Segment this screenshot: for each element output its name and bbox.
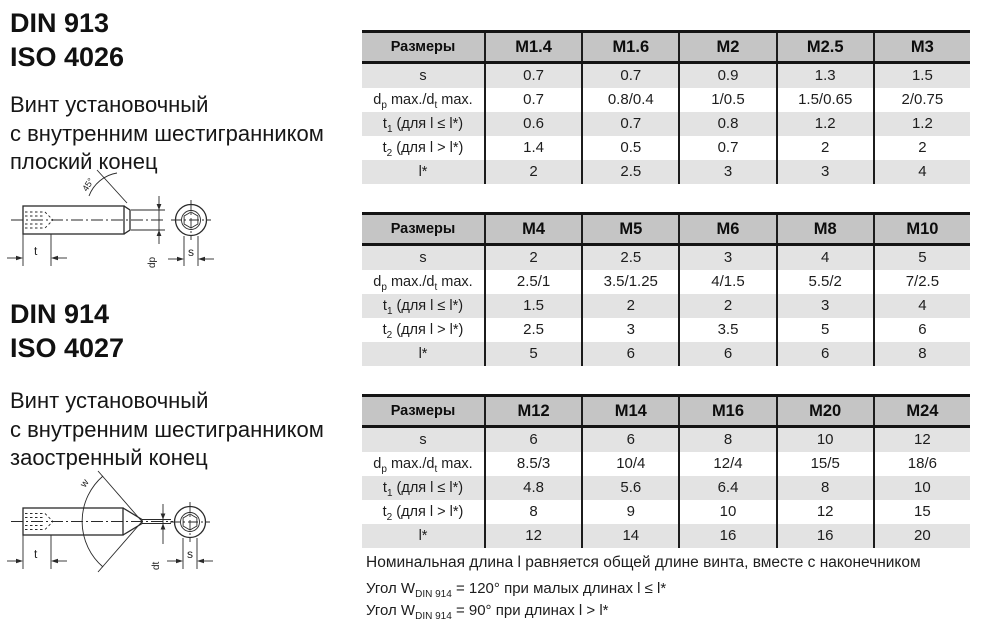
note-angle-90: Угол $W_{DIN 914} = 90^\circ$ при длинах l > l* [366, 602, 609, 622]
value-cell: 0.7 [484, 88, 581, 112]
value-cell: 5 [873, 246, 970, 270]
table-row [362, 524, 970, 548]
value-cell: 8 [484, 500, 581, 524]
value-cell: 15 [873, 500, 970, 524]
value-cell: 7/2.5 [873, 270, 970, 294]
value-cell: 5.5/2 [776, 270, 873, 294]
row-label: $d_p$ $\max./d_t$ max. [373, 92, 473, 111]
value-cell: 3 [581, 318, 678, 342]
point-diameter-dim-label: dp [147, 256, 158, 268]
table-row [362, 64, 970, 88]
dimension-table-m1.4-m3 [362, 30, 970, 184]
value-cell: 10 [776, 428, 873, 452]
value-cell: 9 [581, 500, 678, 524]
value-cell: 20 [873, 524, 970, 548]
value-cell: 4 [776, 246, 873, 270]
value-cell: 0.7 [581, 112, 678, 136]
table-row [362, 476, 970, 500]
iso-number: ISO 4027 [10, 333, 125, 363]
value-cell: 6 [581, 342, 678, 366]
table-row [362, 160, 970, 184]
value-cell: 14 [581, 524, 678, 548]
value-cell: 0.6 [484, 112, 581, 136]
table-corner-header: Размеры [390, 403, 456, 419]
description-line: с внутренним шестигранником [10, 416, 324, 442]
table-header-row [362, 30, 970, 64]
value-cell: 12/4 [678, 452, 775, 476]
value-cell: 2 [484, 160, 581, 184]
column-header: M10 [873, 215, 970, 243]
value-cell: 2 [484, 246, 581, 270]
flat-point-screw-drawing [3, 166, 243, 278]
value-cell: 6 [484, 428, 581, 452]
value-cell: 2.5 [581, 246, 678, 270]
row-label: $d_p$ $\max./d_t$ max. [373, 274, 473, 293]
table-corner-header: Размеры [390, 39, 456, 55]
value-cell: 3.5 [678, 318, 775, 342]
point-angle-label: w [78, 477, 92, 490]
value-cell: 6 [776, 342, 873, 366]
value-cell: 18/6 [873, 452, 970, 476]
value-cell: 2/0.75 [873, 88, 970, 112]
value-cell: 4/1.5 [678, 270, 775, 294]
value-cell: 6 [873, 318, 970, 342]
column-header: M4 [484, 215, 581, 243]
row-label: $t_2$ (для l > l*) [382, 504, 464, 523]
row-label: l* [418, 164, 428, 180]
description-line: плоский конец [10, 149, 158, 174]
value-cell: 1.5/0.65 [776, 88, 873, 112]
value-cell: 3 [678, 246, 775, 270]
din-number: DIN 913 [10, 8, 110, 38]
note-nominal-length: Номинальная длина l равняется общей длине винта, вместе с наконечником [366, 554, 921, 571]
value-cell: 6 [678, 342, 775, 366]
iso-number: ISO 4026 [10, 42, 125, 72]
value-cell: 3 [776, 160, 873, 184]
value-cell: 0.5 [581, 136, 678, 160]
value-cell: 4.8 [484, 476, 581, 500]
row-label: l* [418, 346, 428, 362]
column-header: M20 [776, 397, 873, 425]
standard-heading-din913 [10, 6, 124, 74]
value-cell: 1.3 [776, 64, 873, 88]
chamfer-angle-label: 45° [80, 176, 96, 194]
value-cell: 12 [776, 500, 873, 524]
cone-point-screw-drawing [3, 464, 248, 584]
table-row [362, 342, 970, 366]
value-cell: 0.7 [678, 136, 775, 160]
value-cell: 10/4 [581, 452, 678, 476]
value-cell: 2.5/1 [484, 270, 581, 294]
row-label: s [419, 250, 427, 266]
value-cell: 5 [484, 342, 581, 366]
table-corner-header: Размеры [390, 221, 456, 237]
value-cell: 1.2 [873, 112, 970, 136]
column-header: M8 [776, 215, 873, 243]
row-label: $t_1$ (для l ≤ l*) [382, 116, 464, 135]
row-label: $t_1$ (для l ≤ l*) [382, 480, 464, 499]
value-cell: 2 [678, 294, 775, 318]
value-cell: 1.2 [776, 112, 873, 136]
value-cell: 1/0.5 [678, 88, 775, 112]
value-cell: 2.5 [484, 318, 581, 342]
column-header: M2.5 [776, 33, 873, 61]
value-cell: 6 [581, 428, 678, 452]
value-cell: 16 [678, 524, 775, 548]
screw-description-flat [10, 91, 324, 177]
value-cell: 0.9 [678, 64, 775, 88]
value-cell: 5.6 [581, 476, 678, 500]
value-cell: 8 [873, 342, 970, 366]
row-label: $t_2$ (для l > l*) [382, 322, 464, 341]
value-cell: 1.4 [484, 136, 581, 160]
value-cell: 2 [776, 136, 873, 160]
value-cell: 0.8/0.4 [581, 88, 678, 112]
dimension-table-m12-m24 [362, 394, 970, 548]
value-cell: 0.8 [678, 112, 775, 136]
value-cell: 1.5 [484, 294, 581, 318]
value-cell: 12 [484, 524, 581, 548]
table-row [362, 246, 970, 270]
description-line: с внутренним шестигранником [10, 120, 324, 146]
value-cell: 0.7 [484, 64, 581, 88]
row-label: $d_p$ $\max./d_t$ max. [373, 456, 473, 475]
row-label: l* [418, 528, 428, 544]
column-header: M1.4 [484, 33, 581, 61]
value-cell: 1.5 [873, 64, 970, 88]
table-row [362, 428, 970, 452]
table-row [362, 500, 970, 524]
value-cell: 6.4 [678, 476, 775, 500]
value-cell: 3 [776, 294, 873, 318]
column-header: M1.6 [581, 33, 678, 61]
table-row [362, 136, 970, 160]
description-line: Винт установочный [10, 388, 209, 413]
column-header: M5 [581, 215, 678, 243]
note-angle-120: Угол $W_{DIN 914} = 120^\circ$ при малых длинах l ≤ l* [366, 580, 667, 600]
column-header: M16 [678, 397, 775, 425]
value-cell: 2 [873, 136, 970, 160]
table-row [362, 88, 970, 112]
table-row [362, 270, 970, 294]
value-cell: 16 [776, 524, 873, 548]
row-label: s [419, 432, 427, 448]
socket-depth-dim-label: t [34, 547, 38, 561]
table-row [362, 318, 970, 342]
dimension-table-m4-m10 [362, 212, 970, 366]
value-cell: 10 [678, 500, 775, 524]
value-cell: 0.7 [581, 64, 678, 88]
row-label: $t_2$ (для l > l*) [382, 140, 464, 159]
socket-depth-dim-label: t [34, 244, 38, 258]
column-header: M14 [581, 397, 678, 425]
value-cell: 4 [873, 160, 970, 184]
value-cell: 2.5 [581, 160, 678, 184]
column-header: M2 [678, 33, 775, 61]
row-label: s [419, 68, 427, 84]
column-header: M3 [873, 33, 970, 61]
row-label: $t_1$ (для l ≤ l*) [382, 298, 464, 317]
value-cell: 2 [581, 294, 678, 318]
description-line: заостренный конец [10, 445, 208, 470]
table-header-row [362, 394, 970, 428]
table-row [362, 294, 970, 318]
description-line: Винт установочный [10, 92, 209, 117]
table-header-row [362, 212, 970, 246]
table-row [362, 452, 970, 476]
column-header: M6 [678, 215, 775, 243]
value-cell: 8 [776, 476, 873, 500]
value-cell: 5 [776, 318, 873, 342]
table-row [362, 112, 970, 136]
value-cell: 15/5 [776, 452, 873, 476]
value-cell: 12 [873, 428, 970, 452]
value-cell: 8 [678, 428, 775, 452]
screw-description-cone [10, 387, 324, 473]
column-header: M12 [484, 397, 581, 425]
value-cell: 3.5/1.25 [581, 270, 678, 294]
din-number: DIN 914 [10, 299, 110, 329]
column-header: M24 [873, 397, 970, 425]
value-cell: 8.5/3 [484, 452, 581, 476]
point-diameter-dim-label: dt [151, 561, 162, 570]
value-cell: 3 [678, 160, 775, 184]
standard-heading-din914 [10, 297, 124, 365]
hex-size-dim-label: s [187, 547, 193, 561]
value-cell: 10 [873, 476, 970, 500]
hex-size-dim-label: s [188, 245, 194, 259]
value-cell: 4 [873, 294, 970, 318]
